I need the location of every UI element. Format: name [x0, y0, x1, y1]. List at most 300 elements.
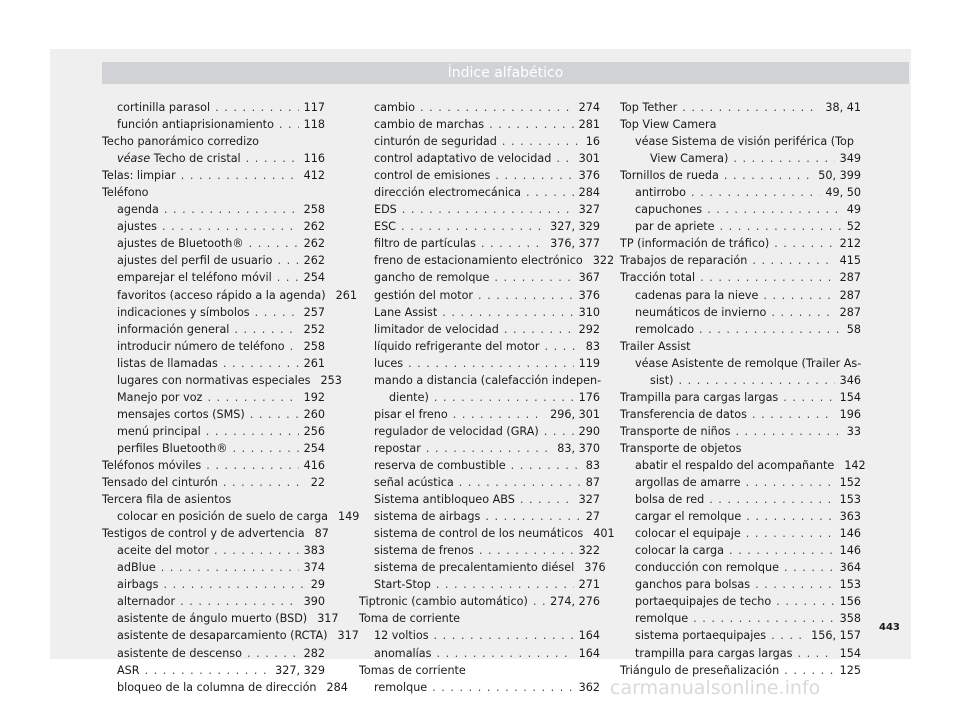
- index-entry: [620, 423, 861, 440]
- dot-leader: [401, 218, 545, 235]
- index-entry-label: ASR: [117, 663, 140, 677]
- index-entry-label: emparejar el teléfono móvil: [117, 271, 272, 285]
- index-entry-label: señal acústica: [374, 476, 454, 490]
- index-entry: [620, 559, 861, 576]
- index-entry-label: neumáticos de invierno: [635, 305, 767, 319]
- dot-leader: [249, 235, 299, 252]
- index-entry-page: 317: [317, 612, 339, 626]
- index-entry-page: 322: [578, 544, 600, 558]
- index-entry-page: 50, 399: [818, 169, 861, 183]
- index-entry: [102, 593, 325, 610]
- index-entry-page: 292: [578, 322, 600, 336]
- index-entry: [359, 99, 600, 116]
- index-entry: [359, 252, 615, 269]
- index-entry-page: 258: [303, 339, 325, 353]
- index-entry-page: 282: [303, 646, 325, 660]
- index-entry-label: remolque: [374, 680, 428, 694]
- index-entry: [359, 116, 600, 133]
- index-entry-page: 374: [303, 561, 325, 575]
- index-entry-label: ajustes: [117, 220, 157, 234]
- index-entry: [620, 440, 861, 457]
- index-entry: [359, 287, 600, 304]
- index-entry-label: anomalías: [374, 646, 432, 660]
- index-entry-label: colocar la carga: [635, 544, 724, 558]
- index-entry-label: Testigos de control y de advertencia: [102, 527, 305, 541]
- index-entry-label: reserva de combustible: [374, 458, 506, 472]
- index-entry: [620, 542, 861, 559]
- index-entry: [359, 645, 600, 662]
- index-entry: [620, 610, 861, 627]
- index-entry: [102, 406, 325, 423]
- index-entry-label: control de emisiones: [374, 169, 491, 183]
- index-entry: [620, 201, 861, 218]
- dot-leader: [495, 167, 573, 184]
- index-entry: [102, 508, 360, 525]
- index-entry-label: sist): [650, 373, 674, 387]
- index-entry-label: Tercera fila de asientos: [102, 493, 232, 507]
- index-entry-page: 327, 329: [275, 663, 325, 677]
- index-entry-label: indicaciones y símbolos: [117, 305, 250, 319]
- index-entry-page: 152: [839, 476, 861, 490]
- index-entry: [102, 321, 325, 338]
- dot-leader: [752, 406, 835, 423]
- dot-leader: [145, 662, 271, 679]
- index-entry-label: Transferencia de datos: [620, 407, 747, 421]
- index-entry-page: 119: [578, 356, 600, 370]
- index-entry-page: 87: [314, 527, 329, 541]
- index-entry-label: función antiaprisionamiento: [117, 118, 274, 132]
- index-entry: [620, 321, 861, 338]
- index-entry: [102, 99, 325, 116]
- index-entry-page: 349: [839, 152, 861, 166]
- index-entry-page: 33: [846, 424, 861, 438]
- index-entry-label: listas de llamadas: [117, 356, 218, 370]
- dot-leader: [520, 491, 574, 508]
- dot-leader: [502, 133, 581, 150]
- index-entry-label: repostar: [374, 441, 421, 455]
- index-entry-page: 116: [303, 152, 325, 166]
- dot-leader: [724, 167, 813, 184]
- index-entry-label: antirrobo: [635, 186, 686, 200]
- index-entry-page: 252: [303, 322, 325, 336]
- dot-leader: [494, 269, 573, 286]
- dot-leader: [679, 372, 835, 389]
- index-entry-page: 376: [584, 561, 606, 575]
- index-entry-page: 262: [303, 220, 325, 234]
- index-entry-page: 317: [337, 629, 359, 643]
- index-entry: [620, 287, 861, 304]
- dot-leader: [434, 627, 574, 644]
- index-entry-page: 38, 41: [825, 101, 861, 114]
- index-entry-label: Tornillos de rueda: [620, 169, 719, 183]
- dot-leader: [733, 150, 834, 167]
- index-entry-label: perfiles Bluetooth®: [117, 441, 228, 455]
- index-entry-label: véase Asistente de remolque (Trailer As-: [635, 356, 862, 370]
- index-entry-page: 22: [310, 476, 325, 490]
- index-entry-page: 256: [303, 424, 325, 438]
- dot-leader: [290, 338, 299, 355]
- dot-leader: [250, 406, 299, 423]
- index-entry: [359, 440, 600, 457]
- dot-leader: [719, 218, 841, 235]
- index-entry: [359, 679, 600, 696]
- index-entry: [359, 559, 606, 576]
- index-entry-label: 12 voltios: [374, 629, 429, 643]
- dot-leader: [434, 389, 574, 406]
- index-entry: [620, 116, 861, 133]
- index-entry: [102, 610, 339, 627]
- dot-leader: [206, 423, 299, 440]
- index-entry-page: 322: [592, 254, 615, 268]
- index-entry-label: portaequipajes de techo: [635, 595, 772, 609]
- index-entry-label: Toma de corriente: [359, 612, 460, 626]
- index-entry: [102, 235, 325, 252]
- index-entry: [359, 338, 600, 355]
- dot-leader: [279, 116, 299, 133]
- index-entry-label: aceite del motor: [117, 544, 210, 558]
- index-entry-page: 274, 276: [550, 595, 600, 609]
- index-entry-page: 154: [839, 390, 861, 404]
- index-entry-page: 254: [303, 441, 325, 455]
- dot-leader: [408, 355, 574, 372]
- index-entry-page: 376: [578, 288, 600, 302]
- dot-leader: [436, 645, 573, 662]
- dot-leader: [206, 457, 298, 474]
- index-entry-label: asistente de desaparcamiento (RCTA): [117, 629, 328, 643]
- index-entry: [359, 406, 600, 423]
- dot-leader: [745, 474, 834, 491]
- dot-leader: [511, 457, 581, 474]
- index-entry-page: 412: [303, 169, 325, 183]
- index-entry-label: abatir el respaldo del acompañante: [635, 458, 835, 472]
- index-entry-label: colocar en posición de suelo de carga: [117, 510, 329, 524]
- index-entry: [620, 525, 861, 542]
- index-entry-label: sistema de airbags: [374, 510, 481, 524]
- dot-leader: [478, 287, 574, 304]
- index-entry-label: líquido refrigerante del motor: [374, 339, 540, 353]
- index-entry-label: filtro de partículas: [374, 237, 476, 251]
- index-entry-label: View Camera): [650, 152, 729, 166]
- index-entry-page: 83: [585, 339, 600, 353]
- index-entry-label: sistema portaequipajes: [635, 629, 767, 643]
- index-entry: [102, 355, 325, 372]
- index-entry: [620, 235, 861, 252]
- index-entry-page: 271: [578, 578, 600, 592]
- dot-leader: [709, 491, 834, 508]
- index-entry-label: asistente de descenso: [117, 646, 242, 660]
- index-entry: [102, 679, 348, 696]
- index-entry-page: 376: [578, 169, 600, 183]
- dot-leader: [432, 679, 573, 696]
- dot-leader: [436, 576, 574, 593]
- index-entry: [102, 372, 342, 389]
- index-column-2: [359, 99, 615, 696]
- index-entry: [620, 304, 861, 321]
- index-entry-page: 27: [585, 510, 600, 524]
- index-entry: [102, 662, 325, 679]
- dot-leader: [164, 201, 299, 218]
- dot-leader: [771, 627, 806, 644]
- index-entry-label: Teléfono: [102, 186, 149, 200]
- index-entry-page: 257: [303, 305, 325, 319]
- dot-leader: [402, 201, 574, 218]
- index-entry-page: 290: [578, 424, 600, 438]
- index-entry-page: 176: [578, 390, 600, 404]
- index-entry-page: 149: [338, 510, 360, 524]
- dot-leader: [763, 287, 834, 304]
- dot-leader: [247, 645, 299, 662]
- index-entry-label: Teléfonos móviles: [102, 458, 202, 472]
- dot-leader: [255, 304, 299, 321]
- dot-leader: [691, 184, 820, 201]
- index-entry: [102, 133, 325, 150]
- index-entry-label: Top View Camera: [620, 118, 717, 132]
- index-entry-label: TP (información de tráfico): [620, 237, 770, 251]
- index-entry-label: véase Sistema de visión periférica (Top: [635, 135, 854, 149]
- dot-leader: [442, 304, 573, 321]
- index-entry-label: regulador de velocidad (GRA): [374, 424, 539, 438]
- index-entry: [359, 525, 615, 542]
- index-entry: [102, 252, 325, 269]
- index-entry-page: 29: [310, 578, 325, 592]
- index-entry-label: bolsa de red: [635, 493, 705, 507]
- dot-leader: [752, 252, 834, 269]
- dot-leader: [453, 406, 545, 423]
- dot-leader: [163, 576, 305, 593]
- dot-leader: [234, 321, 298, 338]
- index-entry: [359, 133, 600, 150]
- index-entry-page: 118: [303, 118, 325, 132]
- index-entry: [102, 184, 325, 201]
- index-entry: [102, 269, 325, 286]
- index-entry: [359, 218, 600, 235]
- index-entry: [620, 645, 861, 662]
- index-entry-label: gancho de remolque: [374, 271, 490, 285]
- dot-leader: [544, 423, 574, 440]
- index-entry-label: alternador: [117, 595, 176, 609]
- index-entry-page: 310: [578, 305, 600, 319]
- index-entry-page: 254: [303, 271, 325, 285]
- index-entry-label: colocar el equipaje: [635, 527, 741, 541]
- dot-leader: [485, 508, 580, 525]
- index-entry: [359, 167, 600, 184]
- dot-leader: [161, 559, 299, 576]
- index-entry-label: Tensado del cinturón: [102, 476, 218, 490]
- index-entry-label: ajustes del perfil de usuario: [117, 254, 273, 268]
- dot-leader: [479, 542, 574, 559]
- dot-leader: [481, 235, 545, 252]
- dot-leader: [533, 593, 545, 610]
- index-entry-page: 156, 157: [811, 629, 861, 643]
- index-entry-label: diente): [389, 390, 429, 404]
- index-entry: [620, 218, 861, 235]
- index-entry-label: limitador de velocidad: [374, 322, 499, 336]
- index-entry-label: capuchones: [635, 203, 703, 217]
- dot-leader: [181, 167, 299, 184]
- index-entry-see-target: Techo de cristal: [150, 152, 241, 166]
- index-entry-page: 142: [844, 458, 866, 472]
- index-entry: [359, 321, 600, 338]
- index-entry-label: remolcado: [635, 322, 695, 336]
- index-entry-label: bloqueo de la columna de dirección: [117, 680, 317, 694]
- index-entry-label: Start-Stop: [374, 578, 431, 592]
- index-entry: [102, 116, 325, 133]
- index-entry-label: Sistema antibloqueo ABS: [374, 493, 515, 507]
- index-entry-label: sistema de control de los neumáticos: [374, 527, 584, 541]
- index-entry-label: mensajes cortos (SMS): [117, 407, 245, 421]
- index-entry: [102, 150, 325, 167]
- index-entry-label: freno de estacionamiento electrónico: [374, 254, 583, 268]
- index-entry-label: ajustes de Bluetooth®: [117, 237, 244, 251]
- dot-leader: [746, 525, 835, 542]
- index-entry-label: cortinilla parasol: [117, 101, 211, 114]
- dot-leader: [277, 252, 298, 269]
- dot-leader: [162, 218, 299, 235]
- index-entry: [359, 576, 600, 593]
- index-entry-label: trampilla para cargas largas: [635, 646, 793, 660]
- index-entry-page: 196: [839, 407, 861, 421]
- index-entry-label: sistema de precalentamiento diésel: [374, 561, 575, 575]
- index-entry: [359, 235, 600, 252]
- index-entry: [620, 355, 861, 372]
- index-column-1: [102, 99, 360, 696]
- dot-leader: [459, 474, 581, 491]
- index-entry-page: 87: [585, 476, 600, 490]
- index-entry: [102, 542, 325, 559]
- index-entry: [359, 593, 600, 610]
- index-entry: [102, 304, 325, 321]
- dot-leader: [426, 440, 552, 457]
- dot-leader: [693, 610, 834, 627]
- index-entry: [620, 338, 861, 355]
- dot-leader: [784, 559, 835, 576]
- index-entry-page: 146: [839, 544, 861, 558]
- index-entry: [102, 389, 325, 406]
- index-entry: [359, 542, 600, 559]
- index-entry-label: Top Tether: [620, 101, 678, 114]
- index-entry: [359, 508, 600, 525]
- index-entry: [359, 491, 600, 508]
- dot-leader: [746, 508, 834, 525]
- index-entry-label: argollas de amarre: [635, 476, 741, 490]
- dot-leader: [207, 389, 298, 406]
- index-entry: [102, 167, 325, 184]
- index-entry: [102, 201, 325, 218]
- index-entry-page: 415: [839, 254, 861, 268]
- index-entry-label: gestión del motor: [374, 288, 474, 302]
- index-entry: [102, 491, 325, 508]
- index-entry: [102, 645, 325, 662]
- dot-leader: [776, 593, 834, 610]
- index-entry-page: 284: [578, 186, 600, 200]
- dot-leader: [774, 235, 834, 252]
- index-entry-label: Transporte de objetos: [620, 441, 742, 455]
- index-entry-page: 362: [578, 680, 600, 694]
- index-entry-page: 363: [839, 510, 861, 524]
- index-entry-label: Trabajos de reparación: [620, 254, 748, 268]
- index-entry-label: [117, 150, 241, 167]
- dot-leader: [556, 150, 573, 167]
- index-entry-page: 364: [839, 561, 861, 575]
- index-entry: [102, 474, 325, 491]
- dot-leader: [215, 99, 299, 116]
- index-entry: [620, 491, 861, 508]
- index-entry: [359, 269, 600, 286]
- index-entry-label: adBlue: [117, 561, 156, 575]
- index-entry-page: 125: [839, 663, 861, 677]
- index-entry: [102, 440, 325, 457]
- index-entry: [620, 372, 861, 389]
- index-entry: [359, 150, 600, 167]
- index-entry-label: luces: [374, 356, 404, 370]
- index-entry-page: 58: [846, 322, 861, 336]
- index-entry-page: 262: [303, 254, 325, 268]
- index-entry-page: 154: [839, 646, 861, 660]
- index-entry: [620, 474, 861, 491]
- index-entry-page: 153: [839, 493, 861, 507]
- index-entry-page: 156: [839, 595, 861, 609]
- index-entry-page: 117: [303, 101, 325, 114]
- page-number: 443: [879, 622, 900, 633]
- index-entry-label: pisar el freno: [374, 407, 448, 421]
- index-entry: [620, 99, 861, 116]
- index-entry: [102, 423, 325, 440]
- index-entry: [102, 576, 325, 593]
- index-entry-label: EDS: [374, 203, 397, 217]
- index-entry: [620, 508, 861, 525]
- index-entry-page: 376, 377: [550, 237, 600, 251]
- dot-leader: [755, 576, 835, 593]
- dot-leader: [771, 304, 834, 321]
- index-entry-page: 192: [303, 390, 325, 404]
- index-entry-label: Tomas de corriente: [359, 663, 466, 677]
- dot-leader: [233, 440, 299, 457]
- dot-leader: [700, 269, 835, 286]
- index-entry: [359, 389, 600, 406]
- index-entry: [359, 304, 600, 321]
- index-entry-page: 287: [839, 271, 861, 285]
- index-entry-page: 16: [585, 135, 600, 149]
- index-entry-page: 327, 329: [550, 220, 600, 234]
- index-entry: [359, 457, 600, 474]
- index-entry-page: 83, 370: [557, 441, 600, 455]
- index-entry-page: 346: [839, 373, 861, 387]
- index-entry: [359, 184, 600, 201]
- index-entry-label: cambio: [374, 101, 415, 114]
- index-entry: [359, 423, 600, 440]
- index-entry-label: airbags: [117, 578, 159, 592]
- dot-leader: [214, 542, 299, 559]
- index-entry-label: introducir número de teléfono: [117, 339, 285, 353]
- index-entry-page: 83: [585, 458, 600, 472]
- dot-leader: [223, 474, 306, 491]
- dot-leader: [735, 423, 841, 440]
- index-entry-page: 287: [839, 288, 861, 302]
- index-entry-page: 262: [303, 237, 325, 251]
- index-entry-label: mando a distancia (calefacción indepen-: [374, 373, 602, 387]
- index-entry: [359, 474, 600, 491]
- index-entry-label: Triángulo de preseñalización: [620, 663, 780, 677]
- index-entry-label: agenda: [117, 203, 159, 217]
- index-entry-label: Telas: limpiar: [102, 169, 176, 183]
- section-title: Índice alfabético: [447, 65, 564, 81]
- index-entry: [620, 457, 866, 474]
- index-entry-label: Manejo por voz: [117, 390, 203, 404]
- index-entry: [102, 559, 325, 576]
- index-entry: [620, 133, 861, 150]
- index-entry-page: 301: [578, 152, 600, 166]
- index-entry-label: información general: [117, 322, 230, 336]
